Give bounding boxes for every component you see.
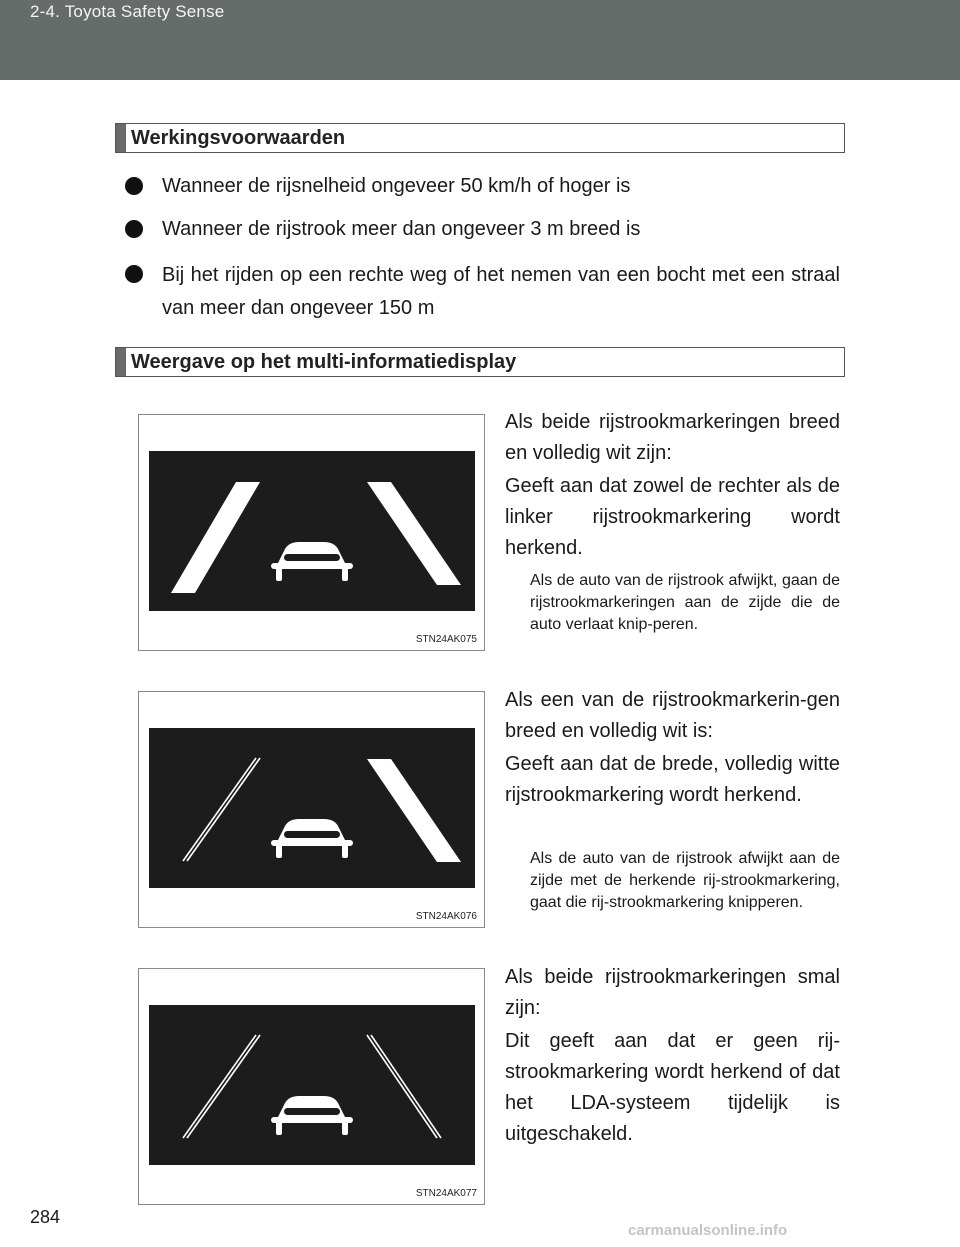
lane-display-figure-both-narrow <box>138 968 485 1205</box>
figure-code: STN24AK076 <box>415 911 477 922</box>
multi-info-display-illustration <box>139 969 486 1206</box>
figure-lead: Als beide rijstrookmarkeringen breed en volledig wit zijn: <box>505 411 840 464</box>
display-heading <box>115 347 845 377</box>
page-header <box>0 0 960 80</box>
figure-description <box>505 407 840 564</box>
figure-description <box>505 962 840 1150</box>
condition-text: Bij het rijden op een rechte weg of het nemen van een bocht met een straal van meer dan ongeveer 150 m <box>162 264 840 319</box>
page-number: 284 <box>30 1207 61 1227</box>
lane-display-figure-one-wide <box>138 691 485 928</box>
condition-item <box>125 214 840 244</box>
watermark: carmanualsonline.info <box>628 1222 788 1239</box>
heading-bar <box>116 348 126 376</box>
figure-lead: Als een van de rijstrookmarkerin-gen breed en volledig wit is: <box>505 689 840 742</box>
figure-body: Geeft aan dat zowel de rechter als de linker rijstrookmarkering wordt herkend. <box>505 475 840 559</box>
figure-body: Dit geeft aan dat er geen rij-strookmarkering wordt herkend of dat het LDA-systeem tijdelijk is uitgeschakeld. <box>505 1030 840 1145</box>
figure-code: STN24AK077 <box>415 1188 477 1199</box>
condition-text: Wanneer de rijstrook meer dan ongeveer 3 m breed is <box>162 218 641 240</box>
lane-display-figure-both-wide <box>138 414 485 651</box>
condition-item <box>125 259 840 321</box>
condition-item <box>125 171 840 201</box>
section-title: 2-4. Toyota Safety Sense <box>30 2 225 21</box>
display-title: Weergave op het multi-informatiedisplay <box>131 351 517 373</box>
bullet-icon <box>125 265 143 283</box>
figure-body: Geeft aan dat de brede, volledig witte rijstrookmarkering wordt herkend. <box>505 753 840 806</box>
bullet-icon <box>125 220 143 238</box>
bullet-icon <box>125 177 143 195</box>
figure-description <box>505 685 840 811</box>
figure-code: STN24AK075 <box>415 634 477 645</box>
multi-info-display-illustration <box>139 692 486 929</box>
condition-text: Wanneer de rijsnelheid ongeveer 50 km/h of hoger is <box>162 175 631 197</box>
conditions-heading <box>115 123 845 153</box>
figure-lead: Als beide rijstrookmarkeringen smal zijn: <box>505 966 840 1019</box>
multi-info-display-illustration <box>139 415 486 652</box>
conditions-title: Werkingsvoorwaarden <box>131 127 346 149</box>
figure-note: Als de auto van de rijstrook afwijkt aan de zijde met de herkende rij-strookmarkering, gaat die rij-strookmarkering knipperen. <box>530 850 840 911</box>
heading-bar <box>116 124 126 152</box>
figure-note: Als de auto van de rijstrook afwijkt, gaan de rijstrookmarkeringen aan de zijde die de auto verlaat knip-peren. <box>530 572 840 633</box>
